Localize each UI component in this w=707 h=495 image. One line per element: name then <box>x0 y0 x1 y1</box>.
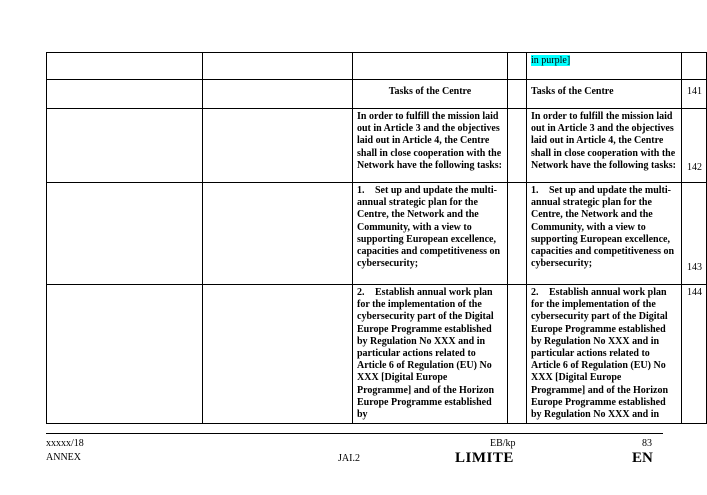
classification-label: LIMITE <box>455 450 514 466</box>
cell-col1 <box>47 285 203 424</box>
cell-col1 <box>47 80 203 109</box>
cell-col3 <box>353 109 508 183</box>
cell-row-number <box>682 183 707 285</box>
cell-row-number <box>682 285 707 424</box>
table-row <box>47 80 707 109</box>
cell-col4 <box>508 80 527 109</box>
page-number: 83 <box>642 438 652 449</box>
cell-col2 <box>203 183 353 285</box>
item-title: Establish annual work plan <box>549 287 667 298</box>
cell-col2 <box>203 53 353 80</box>
cell-col1 <box>47 53 203 80</box>
cell-col5 <box>527 80 682 109</box>
item-title: Set up and update the <box>549 185 643 196</box>
cell-col5 <box>527 109 682 183</box>
language-code: EN <box>632 450 653 466</box>
comparison-table <box>46 52 707 424</box>
cell-col2 <box>203 80 353 109</box>
cell-col3 <box>353 183 508 285</box>
table-row <box>47 109 707 183</box>
author-initials: EB/kp <box>490 438 516 449</box>
row-number: 143 <box>687 261 702 273</box>
cell-col1 <box>47 183 203 285</box>
cell-row-number <box>682 80 707 109</box>
department-code: JAI.2 <box>338 453 360 464</box>
highlighted-text: in purple] <box>531 55 571 66</box>
cell-row-number <box>682 53 707 80</box>
cell-col3 <box>353 80 508 109</box>
item-number: 2. <box>357 287 365 298</box>
item-number: 2. <box>531 287 539 298</box>
footer-divider <box>46 433 663 434</box>
cell-col4 <box>508 53 527 80</box>
row-number: 141 <box>687 86 702 97</box>
cell-col4 <box>508 109 527 183</box>
annex-label: ANNEX <box>46 452 81 463</box>
cell-col5 <box>527 285 682 424</box>
cell-col5 <box>527 183 682 285</box>
cell-col2 <box>203 109 353 183</box>
table-row <box>47 53 707 80</box>
section-heading: Tasks of the Centre <box>531 86 614 97</box>
cell-col3 <box>353 53 508 80</box>
cell-col3 <box>353 285 508 424</box>
item-number: 1. <box>531 185 539 196</box>
item-text: multi-annual strategic plan for the Centre, the Network and the Community, with a view to supporting European excellence, capacities and competitiveness on cybersecurity; <box>357 185 501 270</box>
cell-col2 <box>203 285 353 424</box>
item-number: 1. <box>357 185 365 196</box>
cell-col4 <box>508 183 527 285</box>
cell-col5 <box>527 53 682 80</box>
row-number: 142 <box>687 161 702 173</box>
doc-reference: xxxxx/18 <box>46 438 84 449</box>
item-title: Set up and update the <box>375 185 469 196</box>
table-row <box>47 285 707 424</box>
item-text: for the implementation of the cybersecurity part of the Digital Europe Programme established by Regulation No XXX and in particular actions related to Article 6 of Regulation (EU) No XXX [Digital Europe Programme] and of the Horizon Europe Programme established by Regulation No XXX and in <box>531 299 669 421</box>
section-heading: Tasks of the Centre <box>388 86 472 97</box>
item-title: Establish annual work <box>375 287 472 298</box>
paragraph-text: In order to fulfill the mission laid out in Article 3 and the objectives laid out in Article 4, the Centre shall in close cooperation with the Network have the following tasks: <box>357 111 502 171</box>
cell-col4 <box>508 285 527 424</box>
item-text: multi-annual strategic plan for the Centre, the Network and the Community, with a view to supporting European excellence, capacities and competitiveness on cybersecurity; <box>531 185 675 270</box>
cell-col1 <box>47 109 203 183</box>
cell-row-number <box>682 109 707 183</box>
table-row <box>47 183 707 285</box>
paragraph-text: In order to fulfill the mission laid out in Article 3 and the objectives laid out in Article 4, the Centre shall in close cooperation with the Network have the following tasks: <box>531 111 676 171</box>
row-number: 144 <box>687 287 702 298</box>
item-text: plan for the implementation of the cybersecurity part of the Digital Europe Programme established by Regulation No XXX and in particular actions related to Article 6 of Regulation (EU) No XXX [Digital Europe Programme] and of the Horizon Europe Programme established by <box>357 287 495 421</box>
